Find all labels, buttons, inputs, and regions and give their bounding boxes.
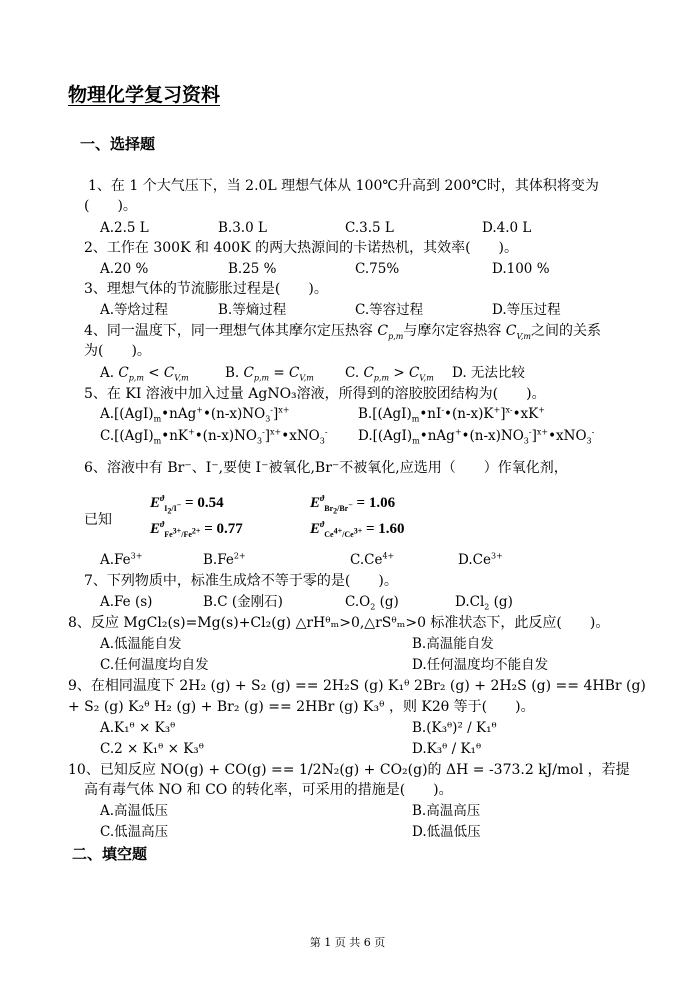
q1-option-b: B.3.0 L xyxy=(218,220,267,236)
q8-option-b: B.高温能自发 xyxy=(412,636,494,652)
section-heading-fill: 二、填空题 xyxy=(72,845,148,863)
q2-option-d: D.100 % xyxy=(492,261,550,277)
section-heading-choice: 一、选择题 xyxy=(80,135,156,153)
question-3-text: 3、理想气体的节流膨胀过程是( )。 xyxy=(84,281,328,297)
potential-i2: $E^ϑ_{I_2/I^-} = 0.54$ xyxy=(150,494,224,516)
known-label: 已知 xyxy=(84,512,112,528)
question-9-line-2: + S₂ (g) K₂ᶿ H₂ (g) + Br₂ (g) == 2HBr (g) K₃ᶿ ，则 K2θ 等于( )。 xyxy=(68,699,535,715)
q5-option-a: $A.[(AgI)_m•nAg^+•(n-x)NO_3^-]^{x+}$ xyxy=(100,405,290,424)
q7-option-a: A.Fe (s) xyxy=(100,594,153,610)
q10-option-a: A.高温低压 xyxy=(100,803,169,819)
question-10-line-2: 高有毒气体 NO 和 CO 的转化率，可采用的措施是( )。 xyxy=(84,782,453,798)
page-footer: 第 1 页 共 6 页 xyxy=(309,936,386,949)
q3-option-a: A.等焓过程 xyxy=(100,302,169,318)
q1-option-d: D.4.0 L xyxy=(482,220,532,236)
q1-option-a: A.2.5 L xyxy=(100,220,149,236)
q4-option-c: C. $C_{p,m} > C_{V,m}$ xyxy=(345,365,434,383)
q8-option-d: D.任何温度均不能自发 xyxy=(412,657,549,673)
q7-option-c: $C.O_2$ (g) xyxy=(345,594,399,612)
q6-option-b: $B.Fe^{2+}$ xyxy=(203,551,246,568)
q5-option-b: $B.[(AgI)_m•nI^-•(n-x)K^+]^{x-}•xK^+$ xyxy=(358,405,545,424)
question-7-text: 7、下列物质中，标准生成焓不等于零的是( )。 xyxy=(84,573,398,589)
page-title: 物理化学复习资料 xyxy=(68,84,221,106)
q8-option-a: A.低温能自发 xyxy=(100,636,182,652)
q4-option-a: A. $C_{p,m} < C_{V,m}$ xyxy=(100,365,189,383)
q8-option-c: C.任何温度均自发 xyxy=(100,657,209,673)
q9-option-c: C.2 × K₁ᶿ × K₃ᶿ xyxy=(100,741,204,757)
q6-option-d: $D.Ce^{3+}$ xyxy=(458,551,503,568)
q7-option-b: B.C (金刚石) xyxy=(203,594,283,610)
question-2-text: 2、工作在 300K 和 400K 的两大热源间的卡诺热机，其效率( )。 xyxy=(84,240,518,256)
q10-option-b: B.高温高压 xyxy=(412,803,481,819)
q2-option-c: C.75% xyxy=(355,261,400,277)
q9-option-d: D.K₃ᶿ / K₁ᶿ xyxy=(412,741,482,757)
question-1-blank: ( )。 xyxy=(84,198,137,214)
q10-option-c: C.低温高压 xyxy=(100,824,169,840)
q3-option-d: D.等压过程 xyxy=(492,302,561,318)
question-10-line-1: 10、已知反应 NO(g) + CO(g) == 1/2N₂(g) + CO₂(g)的 ΔH = -373.2 kJ/mol ，若提 xyxy=(68,762,630,778)
q4-option-b: B. $C_{p,m} = C_{V,m}$ xyxy=(225,365,314,383)
question-9-line-1: 9、在相同温度下 2H₂ (g) + S₂ (g) == 2H₂S (g) K₁ᶿ 2Br₂ (g) + 2H₂S (g) == 4HBr (g) xyxy=(68,678,646,694)
q7-option-d: $D.Cl_2$ (g) xyxy=(455,594,513,612)
question-6-text: 6、溶液中有 Br⁻、I⁻,要使 I⁻被氧化,Br⁻不被氧化,应选用（ ）作氧化剂， xyxy=(84,460,568,476)
q3-option-c: C.等容过程 xyxy=(355,302,424,318)
q9-option-a: A.K₁ᶿ × K₃ᶿ xyxy=(100,720,176,736)
question-8-text: 8、反应 MgCl₂(s)=Mg(s)+Cl₂(g) △rHᶿₘ>0,△rSᶿₘ>0 标准状态下，此反应( )。 xyxy=(68,615,610,631)
q1-option-c: C.3.5 L xyxy=(345,220,394,236)
potential-br2: $E^ϑ_{Br_2/Br^-} = 1.06$ xyxy=(310,494,396,516)
q2-option-b: B.25 % xyxy=(228,261,277,277)
question-4-text: 4、同一温度下，同一理想气体其摩尔定压热容 $C_{p,m}$与摩尔定容热容 $C_{V,m}$之间的关系 xyxy=(84,323,602,341)
potential-ce: $E^ϑ_{Ce^{4+}/Ce^{3+}} = 1.60$ xyxy=(310,520,405,539)
q5-option-d: $D.[(AgI)_m•nAg^+•(n-x)NO_3^-]^{x+}•xNO_3^-$ xyxy=(358,427,595,446)
question-4-blank: 为( )。 xyxy=(84,343,151,359)
question-1-text: 1、在 1 个大气压下，当 2.0L 理想气体从 100℃升高到 200℃时，其体积将变为 xyxy=(88,178,599,194)
question-5-text: 5、在 KI 溶液中加入过量 AgNO₃溶液，所得到的溶胶胶团结构为( )。 xyxy=(84,386,546,402)
q5-option-c: $C.[(AgI)_m•nK^+•(n-x)NO_3^-]^{x+}•xNO_3^-$ xyxy=(100,427,328,446)
q2-option-a: A.20 % xyxy=(100,261,149,277)
q4-option-d: D. 无法比较 xyxy=(452,365,525,381)
q6-option-a: $A.Fe^{3+}$ xyxy=(100,551,143,568)
q6-option-c: $C.Ce^{4+}$ xyxy=(350,551,395,568)
potential-fe: $E^ϑ_{Fe^{3+}/Fe^{2+}} = 0.77$ xyxy=(150,520,243,539)
q3-option-b: B.等熵过程 xyxy=(218,302,287,318)
q9-option-b: B.(K₃ᶿ)² / K₁ᶿ xyxy=(412,720,497,736)
q10-option-d: D.低温低压 xyxy=(412,824,481,840)
